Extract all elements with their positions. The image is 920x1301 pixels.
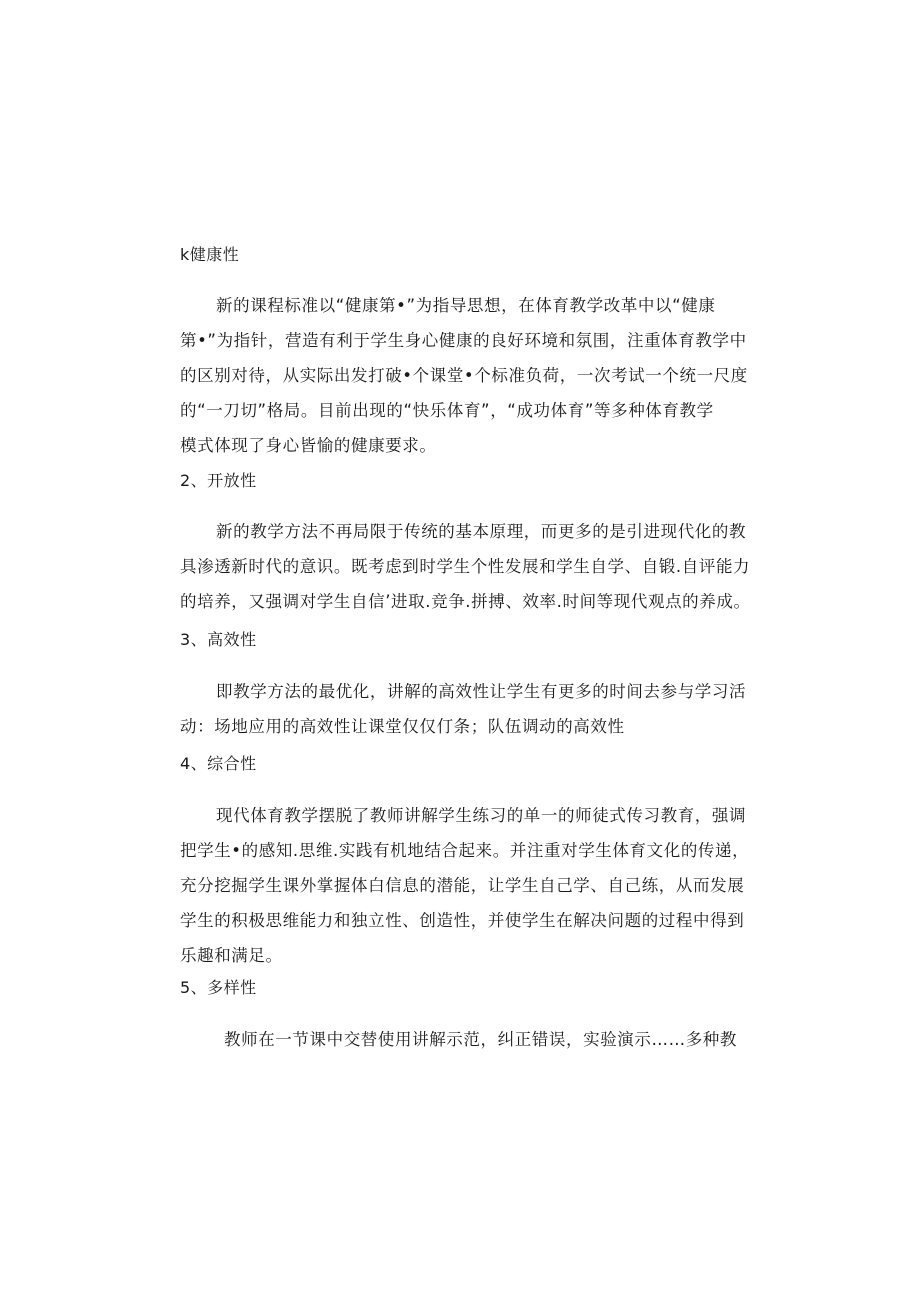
paragraph-line: 的“一刀切”格局。目前出现的“快乐体育”，“成功体育”等多种体育教学 (180, 401, 714, 420)
section-heading-health: k健康性 (180, 245, 240, 264)
paragraph-line: 具渗透新时代的意识。既考虑到时学生个性发展和学生自学、自锻.自评能力 (180, 557, 751, 576)
section-heading-openness: 2、开放性 (180, 471, 257, 490)
section-paragraph-diversity (180, 1022, 755, 1057)
paragraph-line: 乐趣和满足。 (180, 946, 283, 965)
paragraph-line: 即教学方法的最优化，讲解的高效性让学生有更多的时间去参与学习活 (216, 682, 747, 701)
section-heading-comprehensiveness: 4、综合性 (180, 754, 257, 773)
paragraph-line: 充分挖掘学生课外掌握体白信息的潜能，让学生自己学、自己练，从而发展 (180, 876, 745, 895)
paragraph-line: 的培养，又强调对学生自信’进取.竞争.拼搏、效率.时间等现代观点的养成。 (180, 592, 751, 611)
paragraph-line: 学生的积极思维能力和独立性、创造性，并使学生在解决问题的过程中得到 (180, 911, 745, 930)
paragraph-line: 动：场地应用的高效性让课堂仅仅仃条；队伍调动的高效性 (180, 717, 625, 736)
section-heading-efficiency: 3、高效性 (180, 630, 257, 649)
paragraph-line: 新的教学方法不再局限于传统的基本原理，而更多的是引进现代化的教 (216, 522, 747, 541)
paragraph-line: 把学生•的感知.思维.实践有机地结合起来。并注重对学生体育文化的传递， (180, 841, 750, 860)
section-paragraph-openness (180, 514, 755, 619)
section-heading-diversity: 5、多样性 (180, 978, 257, 997)
section-paragraph-efficiency (180, 674, 755, 744)
paragraph-line: 的区别对待，从实际出发打破•个课堂•个标准负荷，一次考试一个统一尺度 (180, 366, 748, 385)
paragraph-line: 模式体现了身心皆愉的健康要求。 (180, 436, 437, 455)
paragraph-line: 新的课程标准以“健康第•”为指导思想，在体育教学改革中以“健康 (216, 296, 716, 315)
paragraph-line: 教师在一节课中交替使用讲解示范，纠正错误，实验演示……多种教 (224, 1030, 737, 1049)
paragraph-line: 第•”为指针，营造有利于学生身心健康的良好环境和氛围，注重体育教学中 (180, 331, 747, 350)
section-paragraph-comprehensiveness (180, 798, 755, 973)
section-paragraph-health (180, 288, 755, 463)
paragraph-line: 现代体育教学摆脱了教师讲解学生练习的单一的师徒式传习教育，强调 (216, 806, 747, 825)
